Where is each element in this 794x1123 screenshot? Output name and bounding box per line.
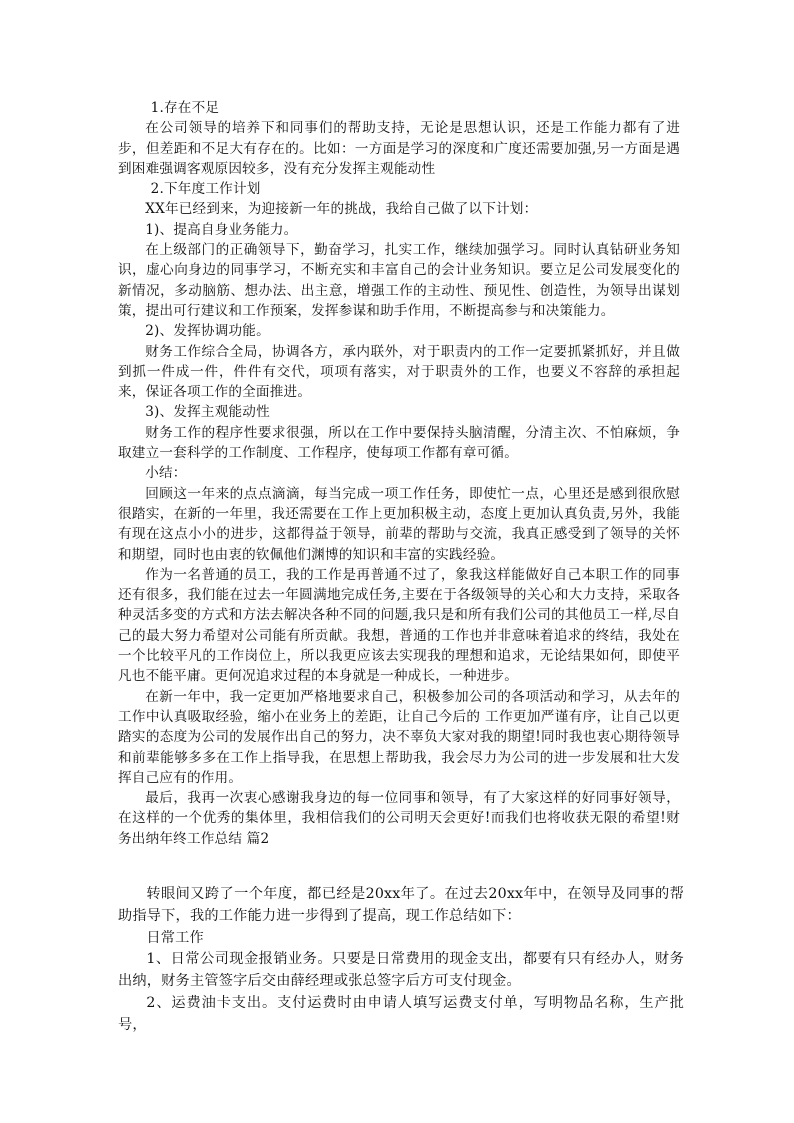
- paragraph: XX年已经到来，为迎接新一年的挑战，我给自己做了以下计划：: [145, 201, 538, 218]
- paragraph: 2)、发挥协调功能。: [145, 323, 270, 340]
- paragraph: 在新一年中，我一定更加严格地要求自己，积极参加公司的各项活动和学习，从去年的工作中认真吸取经验，缩小在业务上的差距，让自己今后的 工作更加严谨有序，让自己以更踏实的态度为公司的发展作出自己的努力，决不辜负大家对我的期望!同时我也衷心期待领导和前辈能够多多在工作上指导我，在思想上帮助我，我会尽力为公司的进一步发展和壮大发挥自己应有的作用。: [118, 688, 680, 786]
- paragraph: 1、日常公司现金报销业务。只要是日常费用的现金支出，都要有只有经办人，财务出纳，财务主管签字后交由薛经理或张总签字后方可支付现金。: [118, 951, 684, 990]
- paragraph: 2、运费油卡支出。支付运费时由申请人填写运费支付单，写明物品名称，生产批号，: [118, 994, 684, 1033]
- paragraph: 3)、发挥主观能动性: [145, 404, 270, 421]
- report-section-1: [118, 98, 680, 849]
- paragraph: 小结：: [145, 465, 187, 482]
- paragraph: 1)、提高自身业务能力。: [145, 221, 298, 238]
- paragraph: 转眼间又跨了一个年度，都已经是20xx年了。在过去20xx年中，在领导及同事的帮助指导下，我的工作能力进一步得到了提高，现工作总结如下：: [118, 886, 684, 924]
- section-heading: 日常工作: [146, 929, 204, 946]
- paragraph: 作为一名普通的员工，我的工作是再普通不过了，象我这样能做好自己本职工作的同事还有很多，我们能在过去一年圆满地完成任务,主要在于各级领导的关心和大力支持，采取各种灵活多变的方式和方法去解决各种不同的问题,我只是和所有我们公司的其他员工一样,尽自己的最大努力希望对公司能有所贡献。我想，普通的工作也并非意味着追求的终结，我处在一个比较平凡的工作岗位上，所以我更应该去实现我的理想和追求，无论结果如何，即使平凡也不能平庸。更何况追求过程的本身就是一种成长，一种进步。: [118, 566, 680, 685]
- paragraph: 在公司领导的培养下和同事们的帮助支持，无论是思想认识，还是工作能力都有了进步，但差距和不足大有存在的。比如：一方面是学习的深度和广度还需要加强,另一方面是遇到困难强调客观原因较多，没有充分发挥主观能动性: [118, 120, 680, 177]
- section-heading: 2.下年度工作计划: [150, 181, 261, 198]
- paragraph: 财务工作的程序性要求很强，所以在工作中要保持头脑清醒，分清主次、不怕麻烦，争取建立一套科学的工作制度、工作程序，使每项工作都有章可循。: [118, 424, 680, 462]
- paragraph: 财务工作综合全局，协调各方，承内联外，对于职责内的工作一定要抓紧抓好，并且做到抓一件成一件，件件有交代，项项有落实，对于职责外的工作，也要义不容辞的承担起来，保证各项工作的全面推进。: [118, 343, 680, 401]
- report-section-2: [118, 884, 684, 1037]
- paragraph: 回顾这一年来的点点滴滴，每当完成一项工作任务，即使忙一点，心里还是感到很欣慰很踏实，在新的一年里，我还需要在工作上更加积极主动，态度上更加认真负责,另外，我能有现在这点小小的进步，这都得益于领导，前辈的帮助与交流，我真正感受到了领导的关怀和期望，同时也由衷的钦佩他们渊博的知识和丰富的实践经验。: [118, 485, 680, 563]
- section-heading: 1.存在不足: [150, 100, 220, 116]
- paragraph: 在上级部门的正确领导下，勤奋学习，扎实工作，继续加强学习。同时认真钻研业务知识，虚心向身边的同事学习，不断充实和丰富自己的会计业务知识。要立足公司发展变化的新情况，多动脑筋、想办法、出主意，增强工作的主动性、预见性、创造性，为领导出谋划策，提出可行建议和工作预案，发挥参谋和助手作用，不断提高参与和决策能力。: [118, 242, 680, 319]
- paragraph: 最后，我再一次衷心感谢我身边的每一位同事和领导，有了大家这样的好同事好领导，在这样的一个优秀的集体里，我相信我们的公司明天会更好!而我们也将收获无限的希望!财务出纳年终工作总结 篇2: [118, 790, 680, 847]
